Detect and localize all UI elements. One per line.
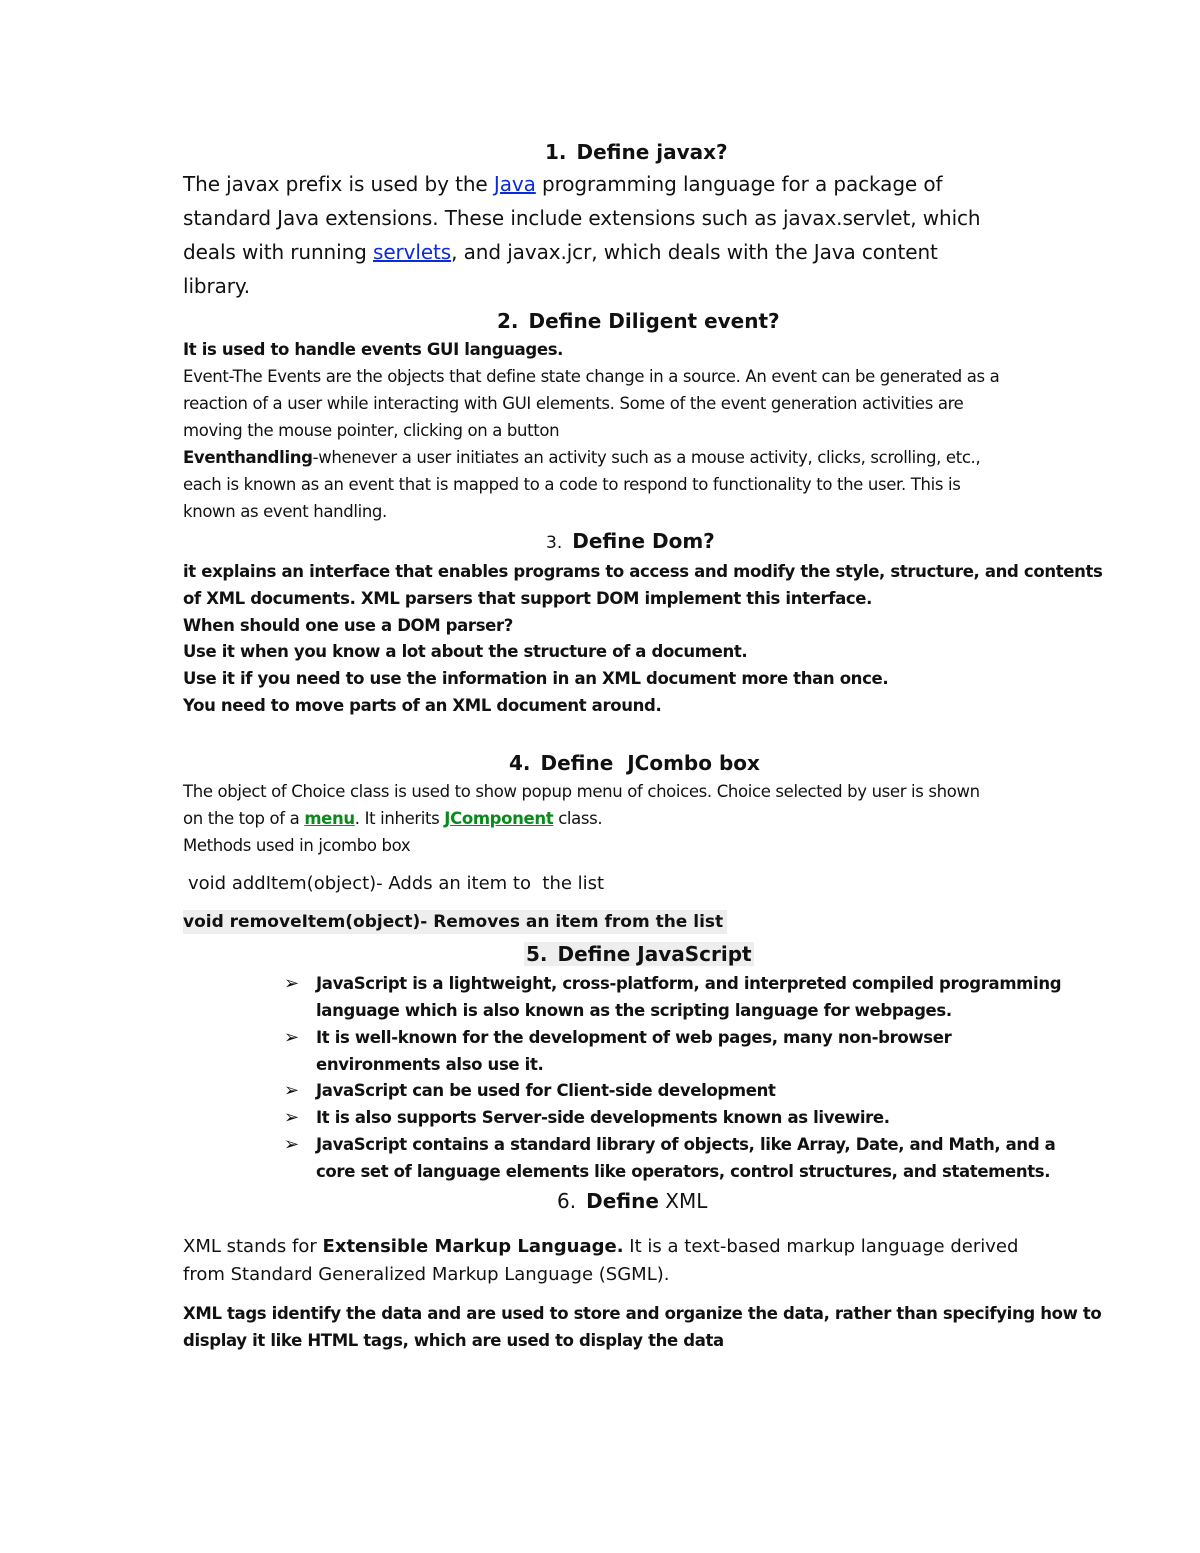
jcombo-method-add-item: void addItem(object)- Adds an item to the list <box>188 873 605 894</box>
heading-number: 1. <box>545 140 567 164</box>
word: markup <box>786 1236 856 1257</box>
word: Extensible Markup Language. <box>322 1236 624 1257</box>
diligent-line-3: reaction of a user while interacting with GUI elements. Some of the event generation activities are <box>183 394 964 413</box>
diligent-line-1: It is used to handle events GUI languages. <box>183 340 564 359</box>
arrow-bullet-icon: ➢ <box>284 1080 300 1101</box>
heading-define-dom <box>546 529 715 555</box>
arrow-bullet-icon: ➢ <box>284 1134 300 1155</box>
word: language <box>860 1236 945 1257</box>
heading-define-javascript <box>524 942 754 966</box>
text-segment: , and javax.jcr, which deals with the Java content <box>451 240 938 264</box>
heading-title-rest: XML <box>665 1189 708 1213</box>
word: text-based <box>684 1236 781 1257</box>
jcombo-method-remove-item: void removeItem(object)- Removes an item from the list <box>183 910 727 934</box>
javax-paragraph-line-2: standard Java extensions. These include extensions such as javax.servlet, which <box>183 206 981 230</box>
word: derived <box>950 1236 1019 1257</box>
xml-paragraph2-line-2: display it like HTML tags, which are used to display the data <box>183 1331 724 1350</box>
dom-line-3: When should one use a DOM parser? <box>183 616 514 635</box>
javax-paragraph-line-3 <box>183 235 938 269</box>
text-segment: . It inherits <box>354 809 445 828</box>
dom-line-1: it explains an interface that enables programs to access and modify the style, structure, and contents <box>183 562 1103 581</box>
jcomponent-link[interactable]: JComponent <box>444 809 554 828</box>
diligent-line-4: moving the mouse pointer, clicking on a button <box>183 421 560 440</box>
javax-paragraph-line-4: library. <box>183 274 251 298</box>
text-segment: deals with running <box>183 240 374 264</box>
heading-number: 4. <box>509 751 531 775</box>
word: for <box>292 1236 317 1257</box>
list-item-text: core set of language elements like operators, control structures, and statements. <box>316 1162 1051 1181</box>
servlets-link[interactable]: servlets <box>373 240 452 264</box>
word: stands <box>226 1236 287 1257</box>
word: is <box>647 1236 662 1257</box>
text-segment: The javax prefix is used by the <box>183 172 494 196</box>
text-segment: class. <box>553 809 603 828</box>
dom-line-5: Use it if you need to use the information in an XML document more than once. <box>183 669 889 688</box>
menu-link[interactable]: menu <box>304 809 355 828</box>
heading-number: 5. <box>526 942 548 966</box>
diligent-line-2: Event-The Events are the objects that define state change in a source. An event can be generated as a <box>183 367 1000 386</box>
xml-paragraph2-line-1: XML tags identify the data and are used to store and organize the data, rather than specifying how to <box>183 1304 1102 1323</box>
arrow-bullet-icon: ➢ <box>284 1027 300 1048</box>
event-handling-term: Eventhandling <box>183 448 313 467</box>
list-item-text: JavaScript can be used for Client-side development <box>316 1081 776 1100</box>
diligent-line-7: known as event handling. <box>183 502 387 521</box>
jcombo-line-1: The object of Choice class is used to show popup menu of choices. Choice selected by user is shown <box>183 782 980 801</box>
javax-paragraph-line-1 <box>183 167 942 201</box>
list-item-text: JavaScript contains a standard library of objects, like Array, Date, and Math, and a <box>316 1135 1056 1154</box>
heading-title: Define Dom? <box>572 529 715 553</box>
arrow-bullet-icon: ➢ <box>284 973 300 994</box>
heading-define-diligent-event <box>497 309 780 333</box>
xml-paragraph-line-2: from Standard Generalized Markup Language (SGML). <box>183 1264 670 1285</box>
heading-title: Define JCombo box <box>540 751 760 775</box>
heading-number: 3. <box>546 533 563 553</box>
heading-title: Define Diligent event? <box>528 309 780 333</box>
dom-line-2: of XML documents. XML parsers that support DOM implement this interface. <box>183 589 873 608</box>
java-link[interactable]: Java <box>493 172 536 196</box>
dom-line-4: Use it when you know a lot about the structure of a document. <box>183 642 748 661</box>
list-item-text: It is also supports Server-side developments known as livewire. <box>316 1108 890 1127</box>
list-item-text: environments also use it. <box>316 1055 544 1074</box>
jcombo-line-3: Methods used in jcombo box <box>183 836 411 855</box>
text-segment: programming language for a package of <box>535 172 943 196</box>
xml-paragraph-line-1 <box>183 1233 1019 1261</box>
jcombo-line-2 <box>183 805 602 832</box>
word: a <box>667 1236 679 1257</box>
heading-define-javax <box>545 140 728 164</box>
heading-title-bold: Define <box>586 1189 659 1213</box>
heading-number: 6. <box>557 1189 577 1213</box>
heading-title: Define javax? <box>576 140 728 164</box>
word: XML <box>183 1236 221 1257</box>
text-segment: on the top of a <box>183 809 305 828</box>
heading-title: Define JavaScript <box>557 942 752 966</box>
list-item-text: language which is also known as the scripting language for webpages. <box>316 1001 952 1020</box>
list-item-text: It is well-known for the development of web pages, many non-browser <box>316 1028 952 1047</box>
heading-define-jcombo-box <box>509 751 760 775</box>
list-item-text: JavaScript is a lightweight, cross-platform, and interpreted compiled programming <box>316 974 1062 993</box>
diligent-line-6: each is known as an event that is mapped to a code to respond to functionality to the user. This is <box>183 475 961 494</box>
word: It <box>629 1236 642 1257</box>
text-segment: -whenever a user initiates an activity such as a mouse activity, clicks, scrolling, etc., <box>312 448 981 467</box>
dom-line-6: You need to move parts of an XML document around. <box>183 696 662 715</box>
diligent-line-5 <box>183 444 980 471</box>
heading-number: 2. <box>497 309 519 333</box>
arrow-bullet-icon: ➢ <box>284 1107 300 1128</box>
heading-define-xml <box>557 1189 707 1213</box>
